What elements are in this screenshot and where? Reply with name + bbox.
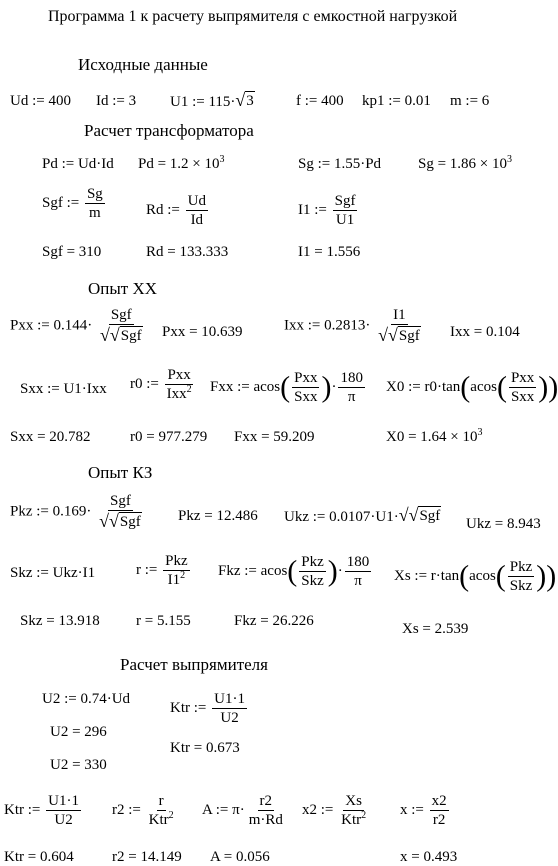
ixx-lhs: Ixx := 0.2813· xyxy=(284,317,371,334)
fkz-value: Fkz = 26.226 xyxy=(234,613,314,629)
x2-def xyxy=(302,792,370,829)
rd-lhs: Rd := xyxy=(146,201,180,218)
pxx-lhs: Pxx := 0.144· xyxy=(10,317,93,334)
fxx-lhs: Fxx := acos xyxy=(210,378,281,395)
xs-def: Xs := r·tan(acos( $\frac{\text{Pkz}}{\text{Skz}}$ )) xyxy=(394,559,557,594)
r-num: Pkz xyxy=(165,553,188,569)
fxx-def: Fxx := acos( $\frac{\text{Pxx}}{\text{Sxx}}$ )· $\frac{180}{\pi}$ xyxy=(210,370,363,405)
fkz-k-den: π xyxy=(354,573,362,589)
a-value: A = 0.056 xyxy=(210,849,270,865)
r0-def xyxy=(130,366,196,403)
page-title: Программа 1 к расчету выпрямителя с емкостной нагрузкой xyxy=(48,8,458,25)
r-den: I1 xyxy=(167,572,181,588)
xs-lhs: Xs := r·tan xyxy=(394,567,460,584)
fkz-def: Fkz := acos( $\frac{\text{Pkz}}{\text{Skz}}$ )· $\frac{180}{\pi}$ xyxy=(218,554,370,589)
ixx-rad: Sgf xyxy=(398,328,420,344)
rd-num: Ud xyxy=(187,193,206,209)
m-def: m := 6 xyxy=(450,93,490,109)
sg-value-exp: 3 xyxy=(507,154,513,165)
u1-lhs: U1 := 115· xyxy=(170,94,236,110)
sgf-def xyxy=(42,185,107,222)
r0-lhs: r0 := xyxy=(130,375,159,392)
i1-def xyxy=(298,192,359,229)
ktr2-den: U2 xyxy=(54,812,73,828)
u2-value-2: U2 = 330 xyxy=(50,757,107,773)
pkz-lhs: Pkz := 0.169· xyxy=(10,503,92,520)
i1-den: U1 xyxy=(335,212,355,228)
sgf-den: m xyxy=(89,205,101,221)
x2-num: Xs xyxy=(345,793,362,809)
pxx-num: Sgf xyxy=(110,307,132,323)
r-def xyxy=(136,552,192,589)
i1-value: I1 = 1.556 xyxy=(298,244,361,260)
x0-lhs: X0 := r0·tan xyxy=(386,378,461,395)
section-heading-transformer: Расчет трансформатора xyxy=(84,121,254,140)
r2-value: r2 = 14.149 xyxy=(112,849,182,865)
pkz-value: Pkz = 12.486 xyxy=(178,508,258,524)
u2-value-1: U2 = 296 xyxy=(50,724,107,740)
sg-def: Sg := 1.55·Pd xyxy=(298,156,382,172)
x-num: x2 xyxy=(431,793,447,809)
ktr-den: U2 xyxy=(220,710,239,726)
x2-den: Ktr xyxy=(341,812,362,828)
x0-den: Sxx xyxy=(510,389,535,405)
x0-acos: acos xyxy=(470,378,497,395)
fkz-num: Pkz xyxy=(301,554,324,570)
id-def: Id := 3 xyxy=(96,93,137,109)
xs-den: Skz xyxy=(509,578,533,594)
u1-rad: 3 xyxy=(246,93,254,109)
ukz-def: Ukz := 0.0107·U1· √√ Sgf xyxy=(284,505,441,525)
xs-value: Xs = 2.539 xyxy=(402,621,469,637)
sgf-lhs: Sgf := xyxy=(42,194,80,211)
ixx-num: I1 xyxy=(393,307,406,323)
skz-def: Skz := Ukz·I1 xyxy=(10,565,96,581)
pkz-num: Sgf xyxy=(110,493,131,509)
fxx-k-den: π xyxy=(347,389,356,405)
x0-num: Pxx xyxy=(510,370,535,386)
sxx-def: Sxx := U1·Ixx xyxy=(20,381,107,397)
u2-def: U2 := 0.74·Ud xyxy=(42,691,131,707)
x0-value-exp: 3 xyxy=(477,427,483,438)
r2-lhs: r2 := xyxy=(112,801,141,818)
ixx-def: Ixx := 0.2813· I1 √√ Sgf xyxy=(284,307,420,345)
sgf-value: Sgf = 310 xyxy=(42,244,102,260)
pd-value-mantissa: Pd = 1.2 × 10 xyxy=(138,156,220,172)
ktr-value: Ktr = 0.673 xyxy=(170,740,240,756)
sg-value xyxy=(418,155,512,173)
x2-den-exp: 2 xyxy=(361,810,367,821)
f-def: f := 400 xyxy=(296,93,344,109)
ktr2-def xyxy=(4,792,83,829)
x2-lhs: x2 := xyxy=(302,801,334,818)
ukz-lhs: Ukz := 0.0107·U1· xyxy=(284,509,399,525)
fxx-k-num: 180 xyxy=(340,370,363,386)
ktr-lhs: Ktr := xyxy=(170,699,207,716)
fxx-value: Fxx = 59.209 xyxy=(234,429,315,445)
ukz-rad: Sgf xyxy=(419,508,441,524)
fxx-num: Pxx xyxy=(294,370,318,386)
pkz-def: Pkz := 0.169· Sgf √√ Sgf xyxy=(10,493,141,531)
fxx-den: Sxx xyxy=(294,389,318,405)
section-heading-xx: Опыт ХХ xyxy=(88,279,158,298)
rd-den: Id xyxy=(190,212,204,228)
ktr2-lhs: Ktr := xyxy=(4,801,41,818)
fkz-k-num: 180 xyxy=(346,554,370,570)
r-lhs: r := xyxy=(136,561,158,578)
x-def xyxy=(400,792,451,829)
xs-acos: acos xyxy=(469,567,496,584)
r-den-exp: 2 xyxy=(180,570,186,581)
i1-num: Sgf xyxy=(334,193,356,209)
r2-den: Ktr xyxy=(148,812,169,828)
section-heading-kz: Опыт КЗ xyxy=(88,463,153,482)
pd-value xyxy=(138,155,225,173)
fkz-den: Skz xyxy=(301,573,324,589)
rd-value: Rd = 133.333 xyxy=(146,244,229,260)
x0-value xyxy=(386,428,483,446)
ixx-value: Ixx = 0.104 xyxy=(450,324,520,340)
pd-def: Pd := Ud·Id xyxy=(42,156,114,172)
x0-value-mantissa: X0 = 1.64 × 10 xyxy=(386,429,478,445)
x-lhs: x := xyxy=(400,801,424,818)
r2-num: r xyxy=(158,793,164,809)
a-num: r2 xyxy=(259,793,273,809)
pd-value-exp: 3 xyxy=(219,154,225,165)
a-def xyxy=(202,792,287,829)
a-den: m·Rd xyxy=(248,812,283,828)
ud-def: Ud := 400 xyxy=(10,93,71,109)
xs-num: Pkz xyxy=(509,559,533,575)
rd-def xyxy=(146,192,210,229)
pkz-rad: Sgf xyxy=(119,514,141,530)
section-heading-input: Исходные данные xyxy=(78,55,208,74)
x-value: x = 0.493 xyxy=(400,849,458,865)
pxx-value: Pxx = 10.639 xyxy=(162,324,243,340)
sxx-value: Sxx = 20.782 xyxy=(10,429,91,445)
r0-den: Ixx xyxy=(166,386,187,402)
skz-value: Skz = 13.918 xyxy=(20,613,100,629)
r-value: r = 5.155 xyxy=(136,613,191,629)
r0-den-exp: 2 xyxy=(186,384,192,395)
ktr-def xyxy=(170,690,249,727)
r2-def xyxy=(112,792,178,829)
pxx-def: Pxx := 0.144· Sgf √√ Sgf xyxy=(10,307,142,345)
sgf-num: Sg xyxy=(86,186,103,202)
section-heading-rectifier: Расчет выпрямителя xyxy=(120,655,268,674)
x-den: r2 xyxy=(432,812,446,828)
ktr-num: U1·1 xyxy=(214,691,245,707)
ktr2-num: U1·1 xyxy=(48,793,79,809)
a-lhs: A := π· xyxy=(202,801,245,818)
u1-def: U1 := 115· √ 3 xyxy=(170,90,254,110)
r2-den-exp: 2 xyxy=(168,810,174,821)
sg-value-mantissa: Sg = 1.86 × 10 xyxy=(418,156,508,172)
kp1-def: kp1 := 0.01 xyxy=(362,93,431,109)
fkz-lhs: Fkz := acos xyxy=(218,562,288,579)
r0-value: r0 = 977.279 xyxy=(130,429,208,445)
pxx-rad: Sgf xyxy=(120,328,142,344)
x0-def: X0 := r0·tan(acos( $\frac{\text{Pxx}}{\text{Sxx}}$ )) xyxy=(386,370,558,405)
ktr2-value: Ktr = 0.604 xyxy=(4,849,74,865)
r0-num: Pxx xyxy=(167,367,191,383)
ukz-value: Ukz = 8.943 xyxy=(466,516,541,532)
i1-lhs: I1 := xyxy=(298,201,327,218)
